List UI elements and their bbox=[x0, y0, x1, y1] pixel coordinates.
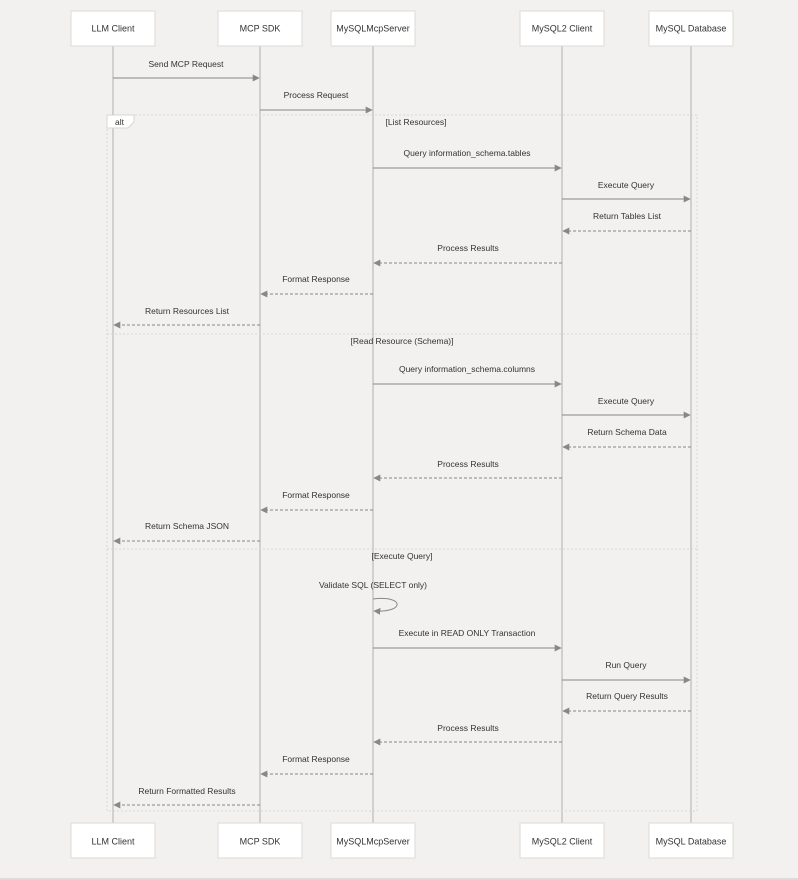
alt-condition-label: [List Resources] bbox=[385, 117, 447, 127]
message-label: Return Tables List bbox=[593, 211, 661, 221]
actor-label: MySQL2 Client bbox=[531, 23, 593, 34]
alt-condition-label: [Read Resource (Schema)] bbox=[350, 336, 454, 346]
actor-label: LLM Client bbox=[91, 23, 135, 34]
actors-top bbox=[71, 11, 733, 46]
actor-mysql-database bbox=[649, 823, 733, 858]
message-label: Run Query bbox=[605, 660, 647, 670]
actor-mcp-sdk bbox=[218, 11, 302, 46]
message-label: Process Results bbox=[437, 723, 499, 733]
message-label: Format Response bbox=[282, 754, 350, 764]
actor-mysql2-client bbox=[520, 823, 604, 858]
messages bbox=[113, 59, 691, 805]
actor-label: MySQL Database bbox=[655, 836, 727, 847]
alt-condition-label: [Execute Query] bbox=[371, 551, 433, 561]
actor-label: MCP SDK bbox=[239, 23, 281, 34]
message-label: Query information_schema.tables bbox=[403, 148, 531, 158]
actor-llm-client bbox=[71, 823, 155, 858]
message-label: Return Query Results bbox=[586, 691, 668, 701]
message-label: Query information_schema.columns bbox=[398, 364, 536, 374]
actor-mysqlmcpserver bbox=[331, 823, 415, 858]
actor-label: LLM Client bbox=[91, 836, 135, 847]
self-message-arrow bbox=[373, 598, 397, 611]
message-label: Process Request bbox=[283, 90, 349, 100]
actor-label: MySQL Database bbox=[655, 23, 727, 34]
message-label: Validate SQL (SELECT only) bbox=[318, 580, 428, 590]
actor-label: MySQL2 Client bbox=[531, 836, 593, 847]
actor-mysql-database bbox=[649, 11, 733, 46]
actor-mysql2-client bbox=[520, 11, 604, 46]
actor-label: MCP SDK bbox=[239, 836, 281, 847]
actor-mcp-sdk bbox=[218, 823, 302, 858]
message-label: Return Schema JSON bbox=[144, 521, 230, 531]
actor-llm-client bbox=[71, 11, 155, 46]
alt-operator-label: alt bbox=[115, 117, 124, 127]
message-label: Format Response bbox=[282, 274, 350, 284]
message-label: Execute Query bbox=[597, 180, 655, 190]
message-label: Return Resources List bbox=[144, 306, 230, 316]
actor-label: MySQLMcpServer bbox=[336, 23, 410, 34]
message-label: Process Results bbox=[437, 459, 499, 469]
message-label: Send MCP Request bbox=[148, 59, 224, 69]
actors-bottom bbox=[71, 823, 733, 858]
actor-label: MySQLMcpServer bbox=[336, 836, 410, 847]
message-label: Return Formatted Results bbox=[138, 786, 236, 796]
message-label: Return Schema Data bbox=[587, 427, 667, 437]
message-label: Format Response bbox=[282, 490, 350, 500]
message-label: Execute in READ ONLY Transaction bbox=[398, 628, 536, 638]
message-label: Execute Query bbox=[597, 396, 655, 406]
actor-mysqlmcpserver bbox=[331, 11, 415, 46]
message-label: Process Results bbox=[437, 243, 499, 253]
